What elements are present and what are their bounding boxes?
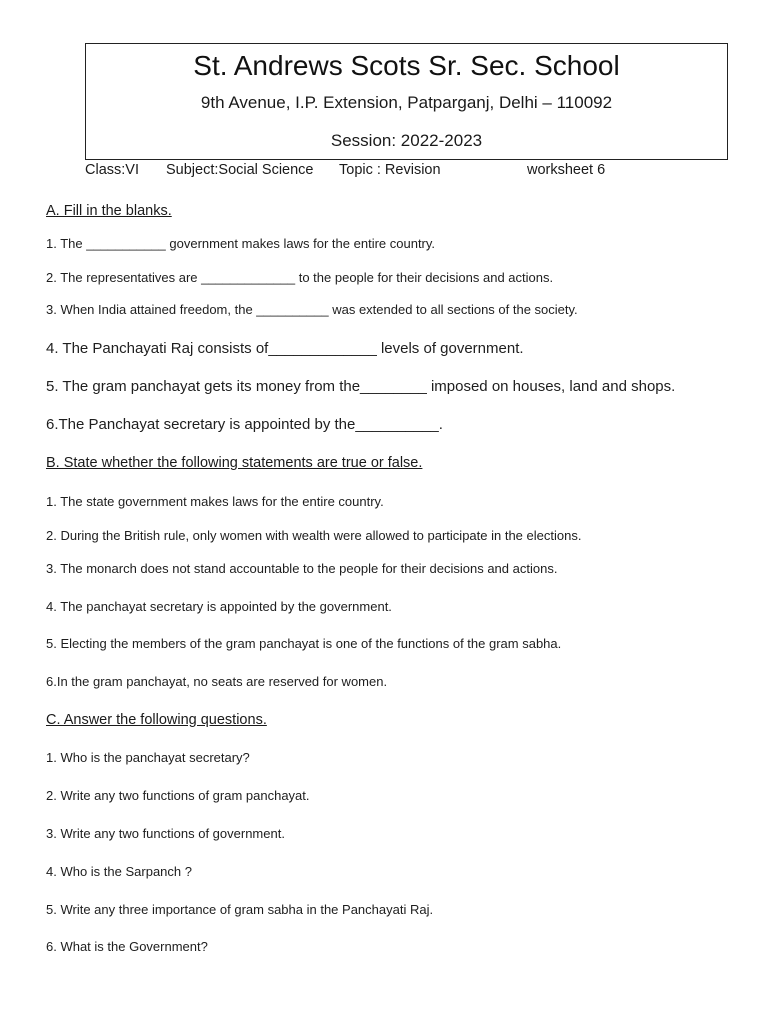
section-a-item: 2. The representatives are _____________ to the people for their decisions and actions. <box>46 270 554 285</box>
section-b-item: 5. Electing the members of the gram panchayat is one of the functions of the gram sabha. <box>46 636 562 651</box>
section-a-item: 4. The Panchayati Raj consists of_____________ levels of government. <box>46 340 524 357</box>
section-b-item: 2. During the British rule, only women with wealth were allowed to participate in the elections. <box>46 528 582 543</box>
section-a-item: 6.The Panchayat secretary is appointed by the__________. <box>46 416 443 433</box>
section-a-item: 1. The ___________ government makes laws for the entire country. <box>46 236 436 251</box>
section-c-item: 5. Write any three importance of gram sabha in the Panchayati Raj. <box>46 902 434 917</box>
worksheet-label: worksheet 6 <box>527 162 606 178</box>
section-c-item: 2. Write any two functions of gram panchayat. <box>46 788 310 803</box>
section-c-heading: C. Answer the following questions. <box>46 712 267 728</box>
school-header-box <box>85 43 728 160</box>
section-b-item: 6.In the gram panchayat, no seats are reserved for women. <box>46 674 388 689</box>
topic-label: Topic : Revision <box>339 162 441 178</box>
section-c-item: 1. Who is the panchayat secretary? <box>46 750 250 765</box>
section-b-heading: B. State whether the following statements are true or false. <box>46 455 423 471</box>
school-address: 9th Avenue, I.P. Extension, Patparganj, Delhi – 110092 <box>200 93 613 112</box>
school-name: St. Andrews Scots Sr. Sec. School <box>193 50 620 81</box>
subject-label: Subject:Social Science <box>166 162 314 178</box>
section-b-item: 3. The monarch does not stand accountable to the people for their decisions and actions. <box>46 561 558 576</box>
section-c-item: 3. Write any two functions of government. <box>46 826 285 841</box>
session-label: Session: 2022-2023 <box>330 131 483 150</box>
section-b-item: 4. The panchayat secretary is appointed by the government. <box>46 599 392 614</box>
section-a-item: 5. The gram panchayat gets its money from the________ imposed on houses, land and shops. <box>46 378 676 395</box>
section-c-item: 6. What is the Government? <box>46 939 208 954</box>
section-a-item: 3. When India attained freedom, the __________ was extended to all sections of the society. <box>46 302 578 317</box>
section-a-heading: A. Fill in the blanks. <box>46 203 172 219</box>
section-b-item: 1. The state government makes laws for the entire country. <box>46 494 384 509</box>
class-label: Class:VI <box>85 162 139 178</box>
section-c-item: 4. Who is the Sarpanch ? <box>46 864 192 879</box>
